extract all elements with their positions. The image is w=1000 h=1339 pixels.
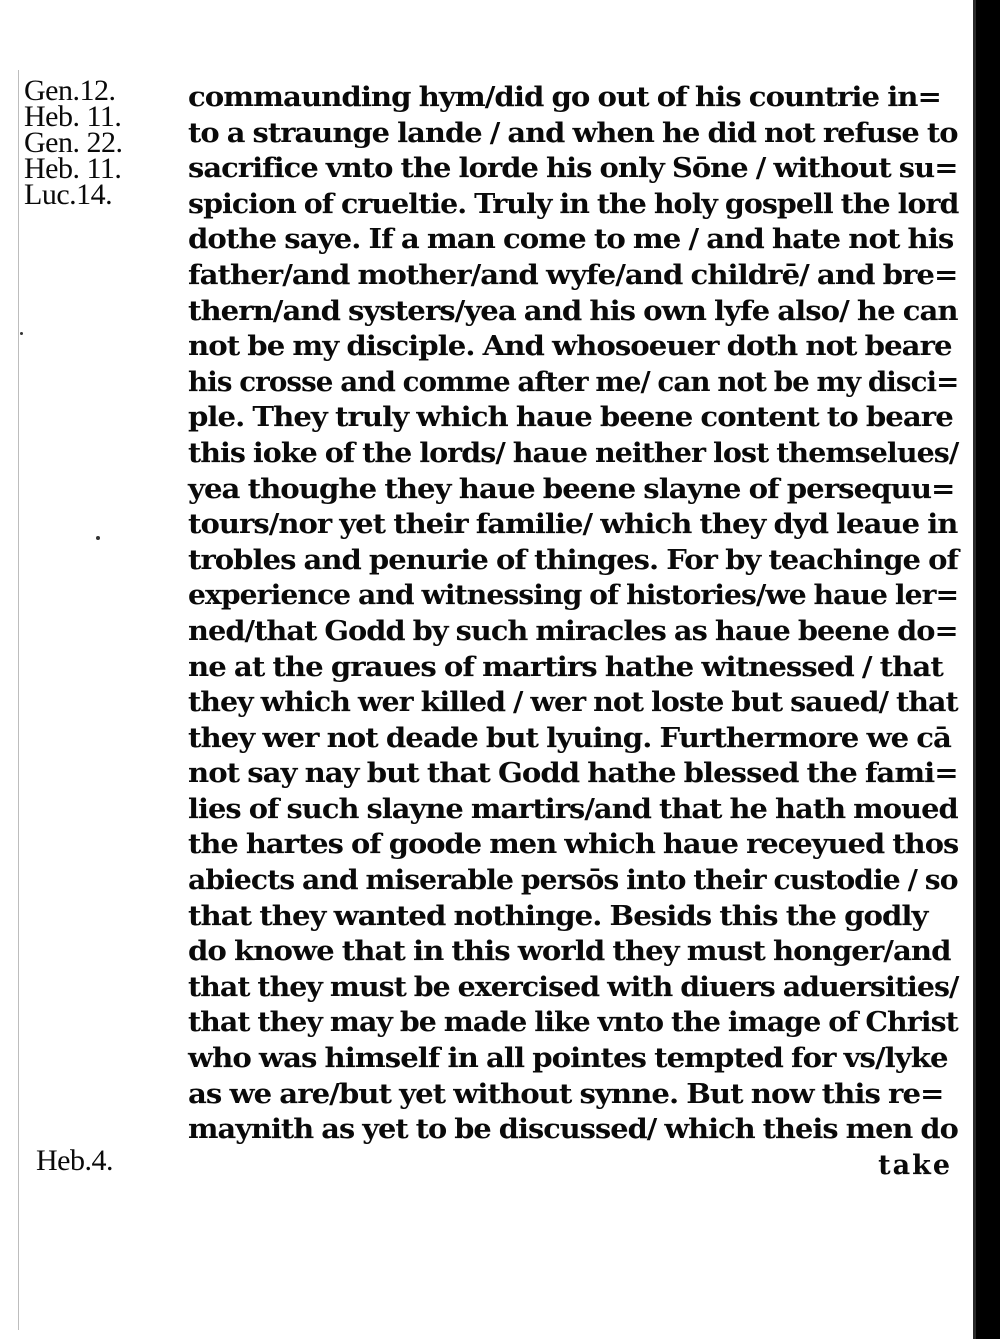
text-line: ple. They truly which haue beene content to beare xyxy=(188,402,953,434)
margin-references xyxy=(24,74,123,211)
text-line: that they must be exercised with diuers aduersities/ xyxy=(188,971,959,1003)
text-line: thern/and systers/yea and his own lyfe also/ he can xyxy=(188,295,958,327)
text-line: that they wanted nothinge. Besids this the godly xyxy=(188,900,928,932)
text-line: experience and witnessing of histories/we haue ler= xyxy=(188,580,959,612)
print-speck xyxy=(20,332,23,335)
margin-note: Heb. 11. xyxy=(24,100,122,133)
margin-note: Heb. 11. xyxy=(24,152,122,185)
text-line: ned/that Godd by such miracles as haue beene do= xyxy=(188,615,958,647)
text-line: to a straunge lande / and when he did not refuse to xyxy=(188,117,958,149)
gutter-rule xyxy=(18,70,19,1330)
body-text xyxy=(188,80,958,1183)
text-line: sacrifice vnto the lorde his only Sōne / without su= xyxy=(188,153,958,185)
text-line: they wer not deade but lyuing. Furthermore we cā xyxy=(188,722,951,754)
margin-note: Gen. 22. xyxy=(24,126,123,159)
text-line: do knowe that in this world they must honger/and xyxy=(188,936,951,968)
text-line: dothe saye. If a man come to me / and hate not his xyxy=(188,224,954,256)
text-line: lies of such slayne martirs/and that he hath moued xyxy=(188,793,958,825)
text-line: spicion of crueltie. Truly in the holy gospell the lord xyxy=(188,188,959,220)
text-line: abiects and miserable persōs into their custodie / so xyxy=(188,865,958,897)
text-line: commaunding hym/did go out of his countrie in= xyxy=(188,82,941,113)
text-line: father/and mother/and wyfe/and childrē/ and bre= xyxy=(188,259,958,291)
text-line: this ioke of the lords/ haue neither lost themselues/ xyxy=(188,437,959,469)
text-line: maynith as yet to be discussed/ which theis men do xyxy=(188,1114,958,1146)
text-line: who was himself in all pointes tempted for vs/lyke xyxy=(188,1043,948,1075)
text-line: his crosse and comme after me/ can not be my disci= xyxy=(188,366,959,398)
text-line: the hartes of goode men which haue receyued thos xyxy=(188,829,959,861)
text-line: that they may be made like vnto the image of Christ xyxy=(188,1007,958,1039)
text-line: as we are/but yet without synne. But now this re= xyxy=(188,1078,944,1110)
print-speck xyxy=(96,536,100,540)
text-line: tours/nor yet their familie/ which they dyd leaue in xyxy=(188,509,958,541)
text-line: yea thoughe they haue beene slayne of persequu= xyxy=(188,473,955,505)
margin-note-lower: Heb.4. xyxy=(36,1144,113,1177)
margin-note: Gen.12. xyxy=(24,74,116,107)
catchword: take xyxy=(878,1149,952,1181)
text-line: trobles and penurie of thinges. For by teachinge of xyxy=(188,544,959,576)
text-line: not say nay but that Godd hathe blessed the fami= xyxy=(188,758,958,790)
text-line: they which wer killed / wer not loste but saued/ that xyxy=(188,687,958,719)
text-line: ne at the graues of martirs hathe witnessed / that xyxy=(188,651,943,683)
text-line: not be my disciple. And whosoeuer doth not beare xyxy=(188,331,952,363)
margin-note: Luc.14. xyxy=(24,178,113,211)
